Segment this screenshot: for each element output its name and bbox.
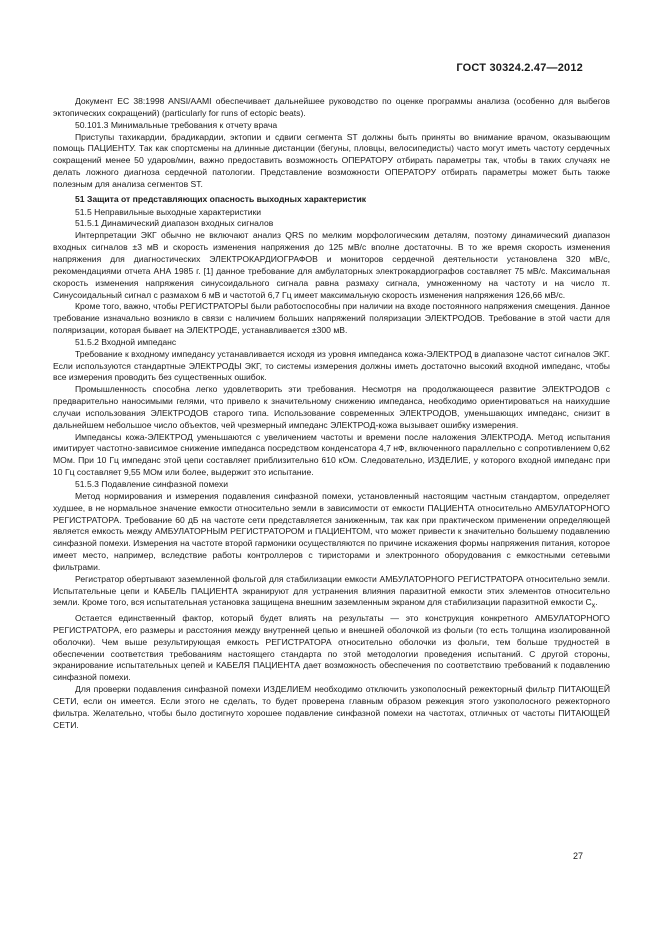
subscript-x: x — [591, 602, 596, 611]
paragraph: Кроме того, важно, чтобы РЕГИСТРАТОРЫ были работоспособны при наличии на входе постоянного напряжения смещения. Данное требование изначально возникло в связи с наличием больших напряжений поляризации ЭЛЕКТРОДОВ. Требование в этой части для поляризации, которая бывает на ЭЛЕКТРОДЕ, устанавливается ±300 мВ. — [53, 301, 610, 336]
subsection-heading: 51.5 Неправильные выходные характеристики — [75, 206, 262, 217]
paragraph: Документ EC 38:1998 ANSI/AAMI обеспечивает дальнейшее руководство по оценке программы анализа (особенно для выбегов эктопических сокращений) (particularly for runs of ectopic beats). — [53, 96, 610, 118]
paragraph: Приступы тахикардии, брадикардии, эктопии и сдвиги сегмента ST должны быть приняты во внимание врачом, оказывающим помощь ПАЦИЕНТУ. Так как спортсмены на длинные дистанции (бегуны, пловцы, велосипедисты) часто могут иметь частоту сердечных сокращений менее 50 ударов/мин, важно предоставить возможность ОПЕРАТОРУ отбирать параметры так, чтобы в таких случаях не делать ложного диагноза сердечной патологии. Представление возможности ОПЕРАТОРУ отбирать параметры может быть также полезным для анализа сегментов ST. — [53, 131, 610, 189]
subsection-heading: 51.5.1 Динамический диапазон входных сигналов — [75, 218, 274, 229]
subsection-heading: 51.5.3 Подавление синфазной помехи — [75, 479, 228, 489]
paragraph: Интерпретации ЭКГ обычно не включают анализ QRS по мелким морфологическим деталям, поэтому динамический диапазон входных сигналов ±3 мВ и скорость изменения напряжения до 125 мВ/с вполне достаточны. В то же время скорость изменения напряжения для диагностических ЭЛЕКТРОКАРДИОГРАФОВ и мониторов сердечной деятельности установлена 320 мВ/с, рекомендациями отчета АНА 1985 г. [1] данное требование для амбулаторных электрокардиографов составляет 75 мВ/с. Максимальная скорость изменения напряжения синусоидального сигнала равна размаху сигнала, умноженному на частоту и на число π. Синусоидальный сигнал с размахом 6 мВ и частотой 6,7 Гц имеет максимальную скорость изменения напряжения 126,66 мВ/с. — [53, 230, 610, 300]
paragraph: Требование к входному импедансу устанавливается исходя из уровня импеданса кожа-ЭЛЕКТРОД в диапазоне частот сигналов ЭКГ. Если используются стандартные ЭЛЕКТРОДЫ ЭКГ, то системы измерения должны иметь достаточно высокий входной импеданс, чтобы все измерения проводить без существенных ошибок. — [53, 348, 610, 383]
standard-header: ГОСТ 30324.2.47—2012 — [456, 62, 583, 74]
page-number: 27 — [572, 851, 583, 861]
subsection-heading: 51.5.2 Входной импеданс — [75, 336, 177, 347]
subsection-heading: 50.101.3 Минимальные требования к отчету врача — [75, 119, 278, 130]
paragraph: Метод нормирования и измерения подавления синфазной помехи, установленный настоящим частным стандартом, определяет худшее, в не нормальное значение емкости относительно земли в зависимости от емкости ПАЦИЕНТА относительно АМБУЛАТОРНОГО РЕГИСТРАТОРА. Требование 60 дБ на частоте сети представляется заниженным, так как при практическом применении определяющей является емкость между АМБУЛАТОРНЫМ РЕГИСТРАТОРОМ и ПАЦИЕНТОМ, что может привести к значительно большему подавлению синфазной помехи. Измерения на частоте второй гармоники осуществляются по причине искажения формы напряжения питания, которое имеет место, например, вследствие работы контроллеров с тиристорами и электронного оборудования с емкостными сетевыми фильтрами. — [53, 490, 610, 572]
paragraph: Импедансы кожа-ЭЛЕКТРОД уменьшаются с увеличением частоты и времени после наложения ЭЛЕКТРОДА. Метод испытания имитирует частотно-зависимое снижение импеданса посредством конденсатора 4,7 нФ, включенного параллельно с сопротивлением 0,62 МОм. При 10 Гц импеданс этой цепи составляет приблизительно 610 кОм. Следовательно, ИЗДЕЛИЕ, у которого входной импеданс при 10 Гц составляет 9,55 МОм или более, выдержит это испытание. — [53, 431, 610, 478]
document-body — [53, 96, 610, 731]
paragraph: Для проверки подавления синфазной помехи ИЗДЕЛИЕМ необходимо отключить узкополосный режекторный фильтр ПИТАЮЩЕЙ СЕТИ, если он имеется. Если этого не сделать, то будет проверена главным образом режекция этого узкополосного режекторного фильтра. Желательно, чтобы было достигнуто хорошее подавление синфазной помехи на частотах, отличных от частоты ПИТАЮЩЕЙ СЕТИ. — [53, 684, 610, 730]
paragraph: Остается единственный фактор, который будет влиять на результаты — это конструкция конкретного АМБУЛАТОРНОГО РЕГИСТРАТОРА, его размеры и расстояния между внутренней цепью и внешней оболочкой из фольги (то есть толщина изолированной оболочки). Чем выше результирующая емкость РЕГИСТРАТОРА относительно оболочки из фольги, тем больше трудностей в обеспечении соответствия требованиям настоящего стандарта по этой методологии проведения испытаний. С другой стороны, экранирование испытательных цепей и КАБЕЛЯ ПАЦИЕНТА дает возможность обеспечения по соответствию требований к подавлению синфазной помехи. — [53, 613, 610, 683]
period: . — [595, 597, 598, 608]
paragraph: Промышленность способна легко удовлетворить эти требования. Несмотря на продолжающееся развитие ЭЛЕКТРОДОВ с предварительно наносимыми гелями, что привело к значительному снижению импеданса, необходимо ориентироваться на наихудшие случаи использования ЭЛЕКТРОДОВ старого типа. Использование современных ЭЛЕКТРОДОВ, уменьшающих импеданс, снизит в дальнейшем небольшое число объектов, чей чрезмерный импеданс ЭЛЕКТРОД-кожа вызывает ошибку измерения. — [53, 384, 610, 430]
paragraph-text: Регистратор обертывают заземленной фольгой для стабилизации емкости АМБУЛАТОРНОГО РЕГИСТРАТОРА относительно земли. Испытательные цепи и КАБЕЛЬ ПАЦИЕНТА экранируют для устранения влияния паразитной емкости этих элементов относительно земли. Кроме того, вся испытательная установка защищена внешним заземленным экраном для стабилизации паразитной емкости C — [53, 573, 610, 608]
paragraph — [53, 574, 610, 613]
section-heading: 51 Защита от представляющих опасность выходных характеристик — [75, 193, 367, 204]
